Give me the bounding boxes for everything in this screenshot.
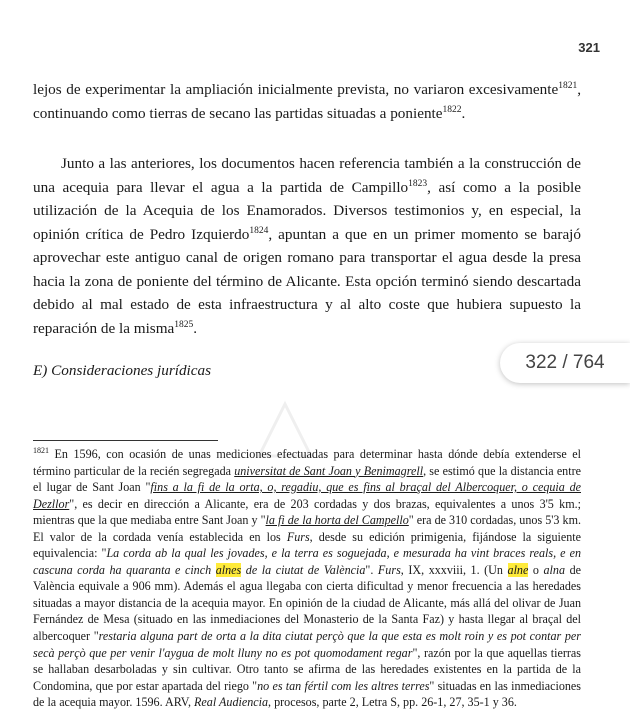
text: , procesos, parte 2, Letra S, pp. 26-1, 27, 35-1 y 36. [268, 695, 517, 710]
text: En 1596, con ocasión de unas mediciones efectuadas para determinar hasta dónde debía extenderse el término particular de la recién segregada [33, 447, 581, 478]
text: , se estimó que la distancia entre el lugar de Sant Joan " [33, 463, 581, 495]
page-number: 321 [578, 40, 600, 55]
footnote-separator [33, 440, 218, 441]
body-paragraph-2 [33, 152, 581, 340]
text: Junto a las anteriores, los documentos hacen referencia también a la construcción de una acequia para llevar el agua a la partida de Campillo [33, 155, 581, 196]
text: . [193, 319, 198, 337]
text: , así como a la posible utilización de la Acequia de los Enamorados. Diversos testimonios y, en especial, la opinión crítica de Pedro Izquierdo [33, 178, 582, 243]
text: de la ciutat de València [241, 562, 366, 577]
text: ". [365, 562, 378, 577]
text: Real Audiencia [194, 695, 269, 710]
footnote-number: 1821 [33, 445, 49, 455]
text: . [461, 104, 466, 122]
highlighted-text: alnes [215, 562, 242, 577]
text: la fi de la horta del Campello [265, 513, 409, 528]
text: universitat de Sant Joan y Benimagrell [234, 463, 424, 478]
text: " era de 310 cordadas, unos 5'3 km. El valor de la cordada venía establecida en los [33, 513, 581, 544]
footnote-ref-1822[interactable]: 1822 [442, 104, 462, 115]
highlighted-text: alne [507, 562, 529, 577]
text: ", razón por la que aquellas tierras se hallaban desarboladas y sin cultivar. Otro tanto se afirma de las heredades existentes en la partida de la Condomina, que por estar apartada del riego " [33, 645, 582, 693]
section-heading: E) Consideraciones jurídicas [33, 362, 212, 379]
text: La corda ab la qual les jovades, e la terra es soguejada, e mesurada ha vint braces reals, e en cascuna corda ha quaranta e cinch [33, 546, 581, 577]
text: Furs [377, 562, 401, 577]
footnote-ref-1825[interactable]: 1825 [174, 319, 194, 330]
text: Furs [286, 529, 310, 544]
text: de València equivale a 906 mm). Además el agua llegaba con cierta dificultad y menor frecuencia a las heredades situadas a mayor distancia de la acequia mayor. En opinión de la ciudad de Alicante, más allá del olivar de Juan Fernández de Mesa (situado en las inmediaciones del Monasterio de la Santa Faz) y hasta llegar al braçal del albercoquer " [33, 562, 581, 644]
text: , continuando como tierras de secano las partidas situadas a poniente [33, 81, 581, 122]
body-paragraph-1 [33, 78, 581, 125]
page-indicator[interactable]: 322 / 764 [500, 343, 630, 383]
footnote-ref-1821[interactable]: 1821 [558, 80, 578, 91]
footnote-ref-1823[interactable]: 1823 [408, 178, 428, 189]
text: ", es decir en dirección a Alicante, era de 203 cordadas y dos brazas, equivalentes a unos 3'5 km.; mientras que la que mediaba entre Sant Joan y " [33, 496, 581, 528]
footnote-1821 [33, 446, 581, 711]
text: , IX, xxxviii, 1. (Un [400, 562, 508, 577]
text: no es tan fértil com les altres terres [257, 678, 430, 693]
text: restaria alguna part de orta a la dita ciutat perçò que la que esta es molt roin y es pot contar per secà perçò que per venir l'aygua de molt lluny no es pot quomodament regar [33, 629, 581, 660]
text: " situadas en las inmediaciones de la acequia mayor. 1596. ARV, [33, 678, 581, 710]
text: alna [543, 562, 566, 577]
text: , desde su edición primigenia, fijándose la siguiente equivalencia: " [33, 529, 581, 561]
text: o [528, 562, 544, 577]
footnote-ref-1824[interactable]: 1824 [249, 225, 269, 236]
text: , apuntan a que en un primer momento se barajó aprovechar este antiguo canal de origen romano para transportar el agua desde la presa hacia la zona de poniente del término de Alicante. Esta opción terminó siendo descartada debido al mal estado de esta infraestructura y al alto coste que hubiera supuesto la reparación de la misma [33, 225, 581, 337]
text: lejos de experimentar la ampliación inicialmente prevista, no variaron excesivamente [33, 81, 559, 98]
text: fins a la fi de la orta, o, regadiu, que es fins al braçal del Albercoquer, o cequia de Dezllor [33, 480, 581, 511]
